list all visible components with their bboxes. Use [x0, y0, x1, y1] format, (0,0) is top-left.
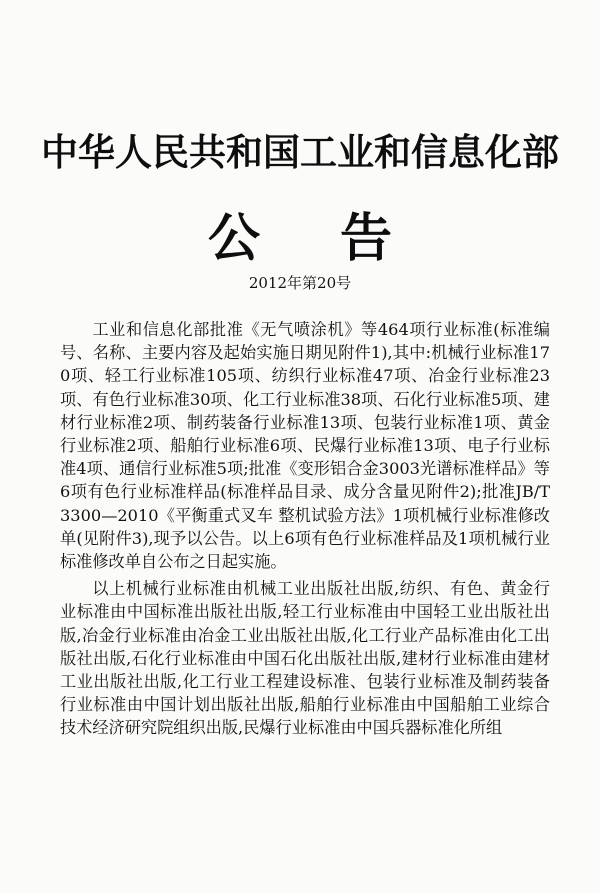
document-subtitle: 公告 — [207, 209, 472, 269]
paragraph-2: 以上机械行业标准由机械工业出版社出版,纺织、有色、黄金行业标准由中国标准出版社出版,轻工行业标准由中国轻工业出版社出版,冶金行业标准由冶金工业出版社出版,化工行业产品标准由化工出版社出版,石化行业标准由中国石化出版社出版,建材行业标准由建材工业出版社出版,化工行业工程建设标准、包装行业标准及制药装备行业标准由中国计划出版社出版,船舶行业标准由中国船舶工业综合技术经济研究院组织出版,民爆行业标准由中国兵器标准化所组 — [60, 579, 550, 738]
document-body — [60, 318, 550, 740]
paragraph-1: 工业和信息化部批准《无气喷涂机》等464项行业标准(标准编号、名称、主要内容及起始实施日期见附件1),其中:机械行业标准170项、轻工行业标准105项、纺织行业标准47项、冶金行业标准23项、有色行业标准30项、化工行业标准38项、石化行业标准5项、建材行业标准2项、制药装备行业标准13项、包装行业标准1项、黄金行业标准2项、船舶行业标准6项、民爆行业标准13项、电子行业标准4项、通信行业标准5项;批准《变形铝合金3003光谱标准样品》等6项有色行业标准样品(标准样品目录、成分含量见附件2);批准JB/T 3300—2010《平衡重式叉车 整机试验方法》1项机械行业标准修改单(见附件3),现予以公告。以上6项有色行业标准样品及1项机械行业标准修改单自公布之日起实施。 — [60, 320, 550, 572]
issue-number: 2012年第20号 — [248, 274, 352, 292]
document-title: 中华人民共和国工业和信息化部 — [41, 131, 559, 174]
